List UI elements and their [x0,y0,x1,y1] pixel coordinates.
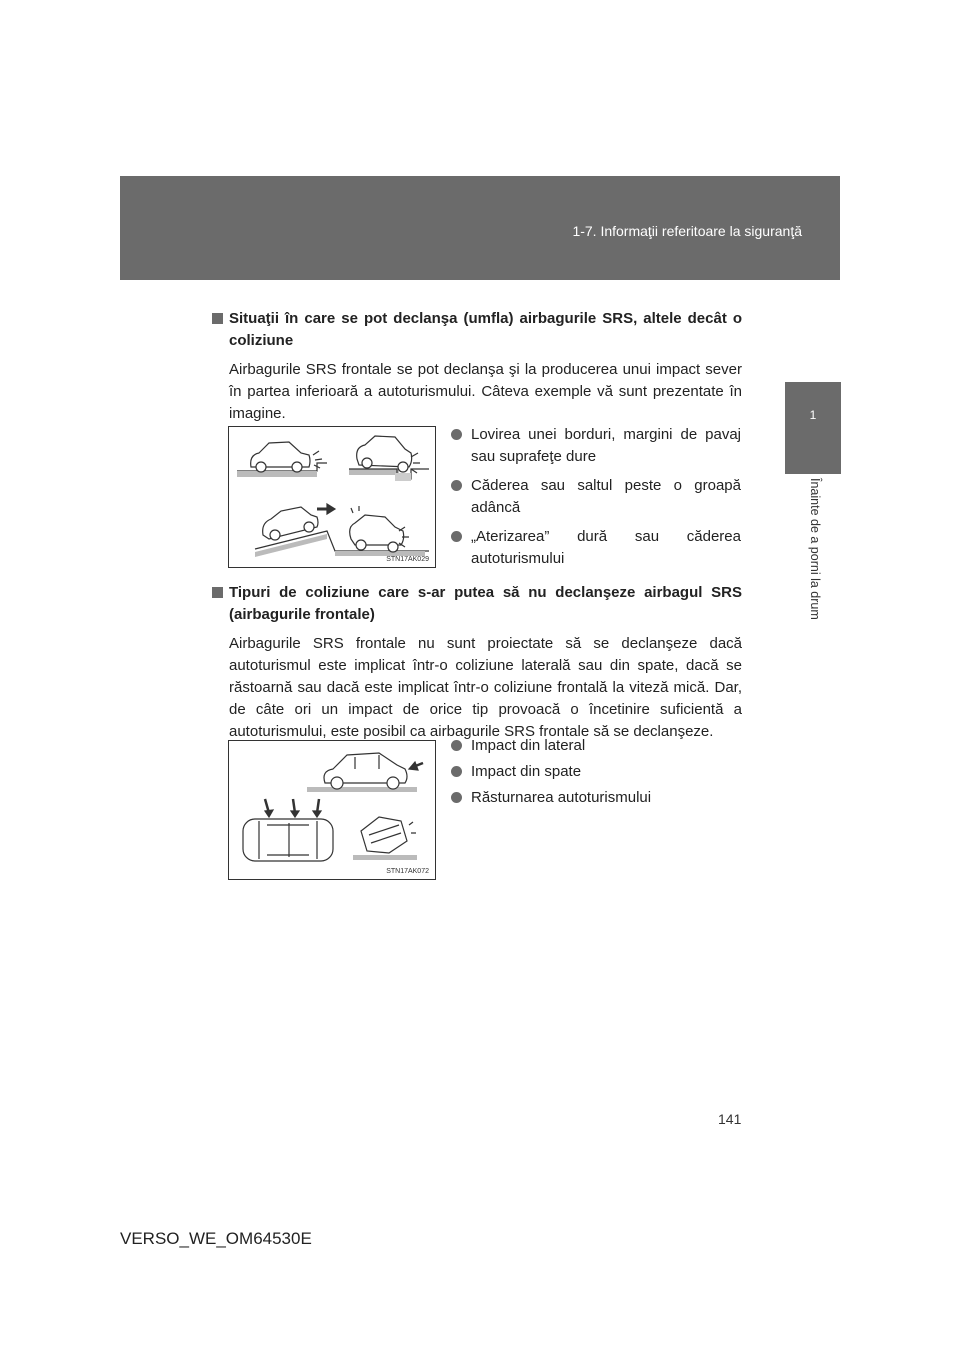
chapter-label: Înainte de a porni la drum [808,478,822,620]
figure-code: STN17AK072 [386,868,429,875]
list-item: Lovirea unei borduri, margini de pavaj sau suprafeţe dure [451,424,741,468]
figure-code: STN17AK029 [386,556,429,563]
circle-bullet-icon [451,531,462,542]
list-item: Răsturnarea autoturismului [451,787,741,809]
section-airbag-deploy [212,308,742,425]
section-heading [212,582,742,626]
section-title: 1-7. Informaţii referitoare la siguranţă [572,223,802,239]
section-paragraph: Airbagurile SRS frontale nu sunt proiectate să se declanşeze dacă autoturismul este implicat într-o coliziune laterală sau din spate, dacă se răstoarnă sau dacă este implicat într-o coliziune frontală la viteză mică. Dar, de câte ori un impact de orice tip provoacă o încetinire suficientă a autoturismului, este posibil ca airbagurile SRS frontale să se declanşeze. [229,635,742,740]
heading-text: Situaţii în care se pot declanşa (umfla) airbagurile SRS, altele decât o coliziune [229,310,742,349]
header-bar [120,176,840,280]
section-airbag-no-deploy [212,582,742,743]
circle-bullet-icon [451,429,462,440]
collision-types-illustration [229,741,435,879]
circle-bullet-icon [451,480,462,491]
bullet-list-2 [451,735,741,813]
chapter-number: 1 [809,408,817,422]
list-item: Impact din spate [451,761,741,783]
footer-code: VERSO_WE_OM64530E [120,1229,312,1248]
bullet-list-1 [451,424,741,577]
figure-undercarriage-impacts [228,426,436,568]
section-heading [212,308,742,352]
circle-bullet-icon [451,766,462,777]
chapter-tab [785,382,841,474]
car-impact-illustration [229,427,435,567]
list-item: Impact din lateral [451,735,741,757]
list-item: „Aterizarea” dură sau căderea autoturismului [451,526,741,570]
list-item: Căderea sau saltul peste o groapă adâncă [451,475,741,519]
circle-bullet-icon [451,740,462,751]
section-paragraph: Airbagurile SRS frontale se pot declanşa şi la producerea unui impact sever în partea inferioară a autoturismului. Câteva exemple vă sunt prezentate în imagine. [229,361,742,422]
page-number: 141 [718,1111,742,1127]
heading-text: Tipuri de coliziune care s-ar putea să nu declanşeze airbagul SRS (airbagurile frontale) [229,584,742,623]
square-bullet-icon [212,587,223,598]
square-bullet-icon [212,313,223,324]
circle-bullet-icon [451,792,462,803]
figure-collision-types [228,740,436,880]
